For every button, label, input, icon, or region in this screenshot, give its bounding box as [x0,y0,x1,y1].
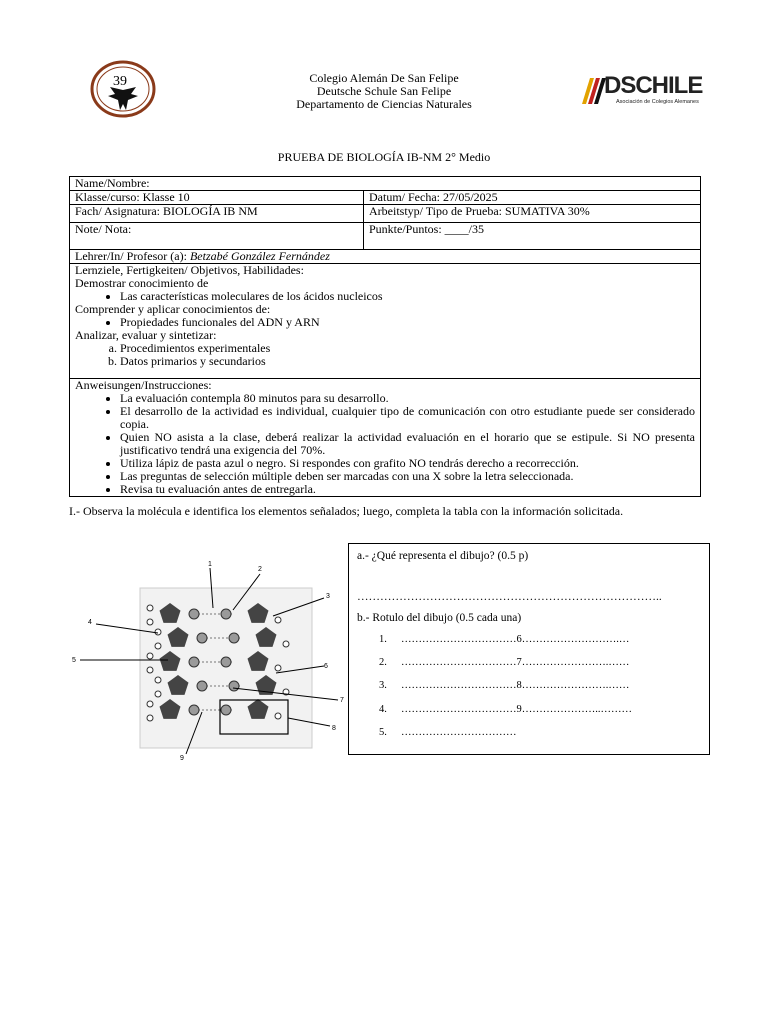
answer-row[interactable]: 2. ……………………………7…………………….…… [379,657,630,668]
objective-heading: Comprender y aplicar conocimientos de: [75,302,271,316]
phosphate-circle [147,619,153,625]
instructions-title: Anweisungen/Instrucciones: [75,378,212,392]
objective-heading: Analizar, evaluar y sintetizar: [75,328,217,342]
label-9: 9 [180,755,184,762]
label-7: 7 [340,697,344,704]
base-circle [197,633,207,643]
question-b: b.- Rotulo del dibujo (0.5 cada una) [357,612,522,624]
label-5: 5 [72,657,76,664]
class-cell: Klasse/curso: Klasse 10 [70,191,364,205]
answer-box [348,543,710,755]
label-8: 8 [332,725,336,732]
base-circle [221,609,231,619]
objective-item: • Propiedades funcionales del ADN y ARN [120,316,695,329]
instruction-item: • Quien NO asista a la clase, deberá realizar la actividad evaluación en el horario que se estipule. Si NO presenta justificativo tendrá una exigencia del 70%. [120,431,695,457]
question-prompt: I.- Observa la molécula e identifica los elementos señalados; luego, completa la tabla con la información solicitada. [69,504,624,518]
objectives-title: Lernziele, Fertigkeiten/ Objetivos, Habilidades: [75,263,304,277]
dschile-logo [580,72,703,108]
phosphate-circle [275,617,281,623]
dna-diagram [68,558,348,763]
date-cell: Datum/ Fecha: 27/05/2025 [364,191,701,205]
answer-a-line[interactable]: …………………………………………………………………….. [357,591,662,603]
exam-type-cell: Arbeitstyp/ Tipo de Prueba: SUMATIVA 30% [364,205,701,223]
label-1: 1 [208,561,212,568]
school-name: Colegio Alemán De San Felipe [309,71,459,85]
instructions-cell [70,379,701,497]
instruction-item: • La evaluación contempla 80 minutos para su desarrollo. [120,392,695,405]
question-a: a.- ¿Qué representa el dibujo? (0.5 p) [357,550,529,562]
phosphate-circle [155,643,161,649]
exam-info-table [69,176,701,497]
objectives-cell [70,264,701,379]
base-circle [189,609,199,619]
phosphate-circle [155,677,161,683]
instruction-item: • Utiliza lápiz de pasta azul o negro. Si respondes con grafito NO tendrás derecho a recorrección. [120,457,695,470]
objective-item: b. Datos primarios y secundarios [120,355,695,368]
phosphate-circle [147,701,153,707]
answer-row[interactable]: 5. …………………………… [379,727,517,738]
base-circle [229,633,239,643]
subject-cell: Fach/ Asignatura: BIOLOGÍA IB NM [70,205,364,223]
phosphate-circle [147,605,153,611]
objective-heading: Demostrar conocimiento de [75,276,209,290]
base-circle [197,681,207,691]
instruction-item: • Revisa tu evaluación antes de entregarla. [120,483,695,496]
phosphate-circle [147,715,153,721]
label-6: 6 [324,663,328,670]
phosphate-circle [275,665,281,671]
phosphate-circle [147,667,153,673]
dschile-mark-icon [580,74,606,106]
grade-cell[interactable]: Note/ Nota: [70,223,364,250]
base-circle [189,705,199,715]
teacher-cell: Lehrer/In/ Profesor (a): Betzabé González Fernández [70,250,701,264]
svg-text:39: 39 [113,74,127,89]
student-name-cell[interactable]: Name/Nombre: [70,177,701,191]
phosphate-circle [155,691,161,697]
phosphate-circle [275,713,281,719]
base-circle [221,657,231,667]
department-name: Departamento de Ciencias Naturales [296,97,472,111]
answer-row[interactable]: 4. ……………………………9…………………..……… [379,704,632,715]
dschile-logo-subtitle: Asociación de Colegios Alemanes [616,99,699,105]
label-4: 4 [88,619,92,626]
answer-row[interactable]: 1. ……………………………6……………………….… [379,634,630,645]
phosphate-circle [155,629,161,635]
phosphate-circle [147,653,153,659]
label-3: 3 [326,593,330,600]
points-cell[interactable]: Punkte/Puntos: ____/35 [364,223,701,250]
school-name-german: Deutsche Schule San Felipe [316,84,452,98]
dschile-logo-text: DSCHILE [604,72,703,99]
phosphate-circle [283,641,289,647]
answer-row[interactable]: 3. ……………………………8…………………….…… [379,680,630,691]
instruction-item: • Las preguntas de selección múltiple deben ser marcadas con una X sobre la letra seleccionada. [120,470,695,483]
instruction-item: • El desarrollo de la actividad es individual, cualquier tipo de comunicación con otro estudiante puede ser considerado copia. [120,405,695,431]
objective-item: a. Procedimientos experimentales [120,342,695,355]
exam-title: PRUEBA DE BIOLOGÍA IB-NM 2° Medio [277,150,491,164]
base-circle [221,705,231,715]
label-2: 2 [258,566,262,573]
teacher-name: Betzabé González Fernández [189,249,330,263]
base-circle [189,657,199,667]
base-circle [229,681,239,691]
objective-item: • Las características moleculares de los ácidos nucleicos [120,290,695,303]
